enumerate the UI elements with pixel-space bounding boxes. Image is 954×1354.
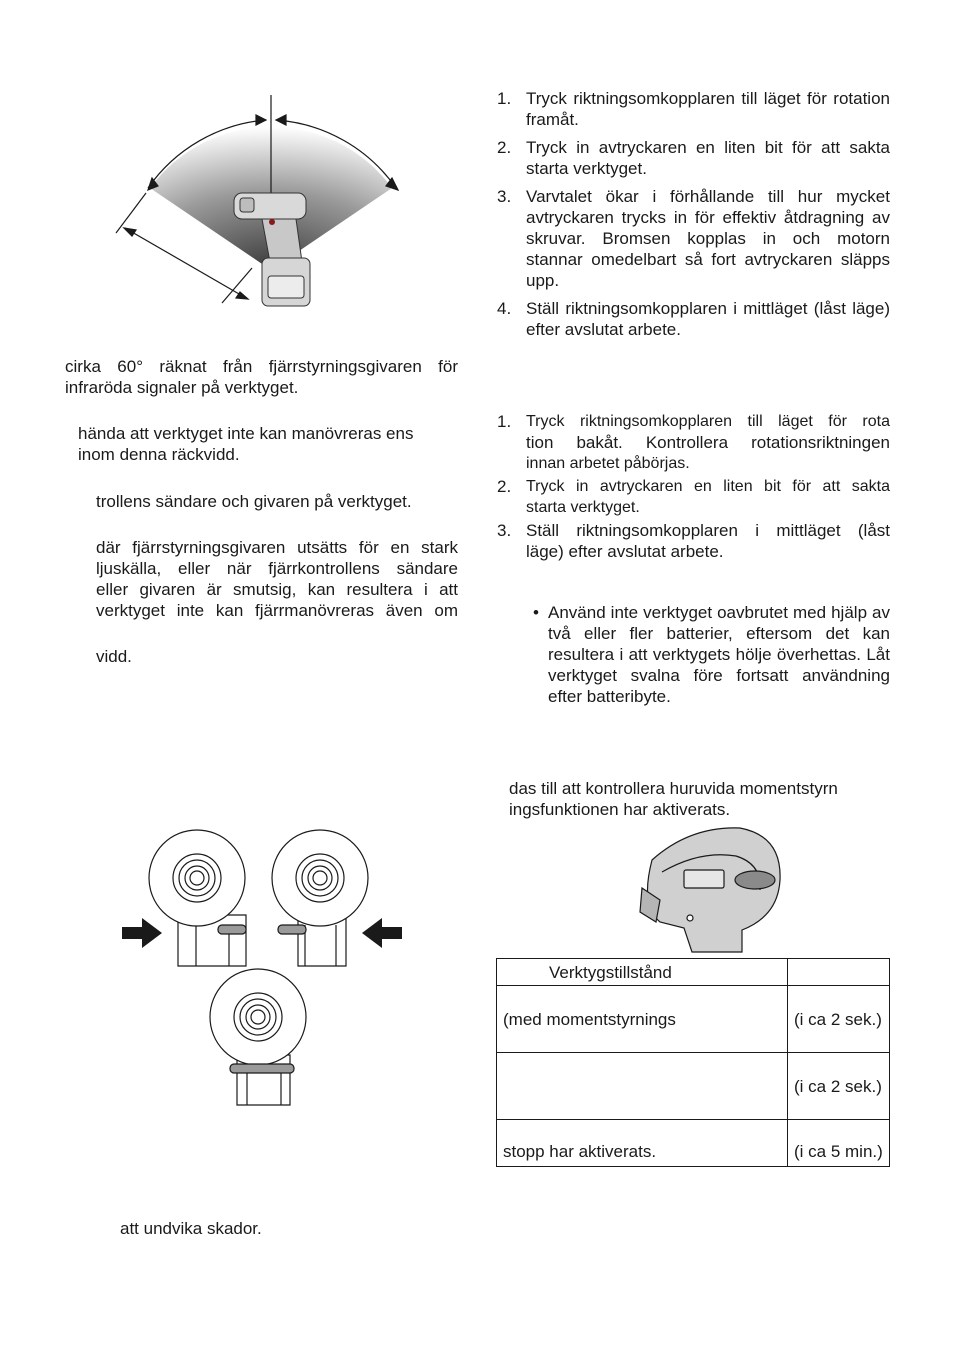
step-number: 4. [497,299,512,318]
damage-warning-text: att undvika skador. [120,1219,262,1238]
step-text: Ställ riktningsomkopplaren i mittläget (låst [526,521,890,540]
step-text: Tryck in avtryckaren en liten bit för att sakta starta verktyget. [526,138,890,178]
table-row [497,1053,890,1120]
step-number: 1. [497,89,512,108]
table-cell: (i ca 5 min.) [788,1120,890,1167]
table-header-cell [788,959,890,986]
step-text: Ställ riktningsomkopplaren i mittläget (låst läge) efter avslutat arbete. [526,299,890,339]
range-paragraph: cirka 60° räknat från fjärrstyrningsgivaren för infraröda signaler på verktyget. [65,357,458,397]
lamp-description-line: ingsfunktionen har aktiverats. [509,800,731,819]
lamp-status-table [496,958,890,1167]
step-text: innan arbetet påbörjas. [526,455,690,472]
table-row [497,986,890,1053]
light-source-line: eller givaren är smutsig, kan resultera i att [96,580,458,599]
step-text: Tryck riktningsomkopplaren till läget för rota [526,413,890,430]
tool-body-drawing [640,828,780,952]
light-source-line: verktyget inte kan fjärrmanövreras även om [96,601,458,620]
range-warning-line: hända att verktyget inte kan manövreras ens [78,424,414,443]
table-cell [497,1053,788,1120]
step-number: 3. [497,521,512,540]
step-text: Tryck in avtryckaren en liten bit för att sakta [526,478,890,495]
range-warning-line: inom denna räckvidd. [78,445,240,464]
light-source-line: där fjärrstyrningsgivaren utsätts för en stark [96,538,458,557]
range-end-text: vidd. [96,647,132,666]
step-text: Tryck riktningsomkopplaren till läget för rotation framåt. [526,89,890,129]
step-number: 2. [497,477,512,496]
table-cell: (i ca 2 sek.) [788,1053,890,1120]
step-text: starta verktyget. [526,499,640,516]
step-text: tion bakåt. Kontrollera rotationsriktningen [526,433,890,452]
table-header-row [497,959,890,986]
table-cell: (i ca 2 sek.) [788,986,890,1053]
step-number: 1. [497,412,512,431]
sender-receiver-text: trollens sändare och givaren på verktyget. [96,492,412,511]
bullet: • [533,603,539,622]
step-text: Varvtalet ökar i förhållande till hur mycket avtryckaren trycks in för effektiv åtdragning av skruvar. Bromsen kopplas in och motorn stannar omedelbart så fort avtryckaren släpps upp. [526,187,890,290]
table-cell: (med momentstyrnings [497,986,788,1053]
lamp-description-line: das till att kontrollera huruvida momentstyrn [509,779,838,798]
table-cell: stopp har aktiverats. [497,1120,788,1167]
table-row [497,1120,890,1167]
step-text: läge) efter avslutat arbete. [526,542,724,561]
step-number: 2. [497,138,512,157]
step-number: 3. [497,187,512,206]
light-source-line: ljuskälla, eller när fjärrkontrollens sändare [96,559,458,578]
table-header-cell: Verktygstillstånd [497,959,788,986]
note-text: Använd inte verktyget oavbrutet med hjälp av två eller fler batterier, eftersom det kan resultera i att verktygets hölje överhettas. Låt verktyget svalna före fortsatt användning efter batteribyte. [548,603,890,706]
